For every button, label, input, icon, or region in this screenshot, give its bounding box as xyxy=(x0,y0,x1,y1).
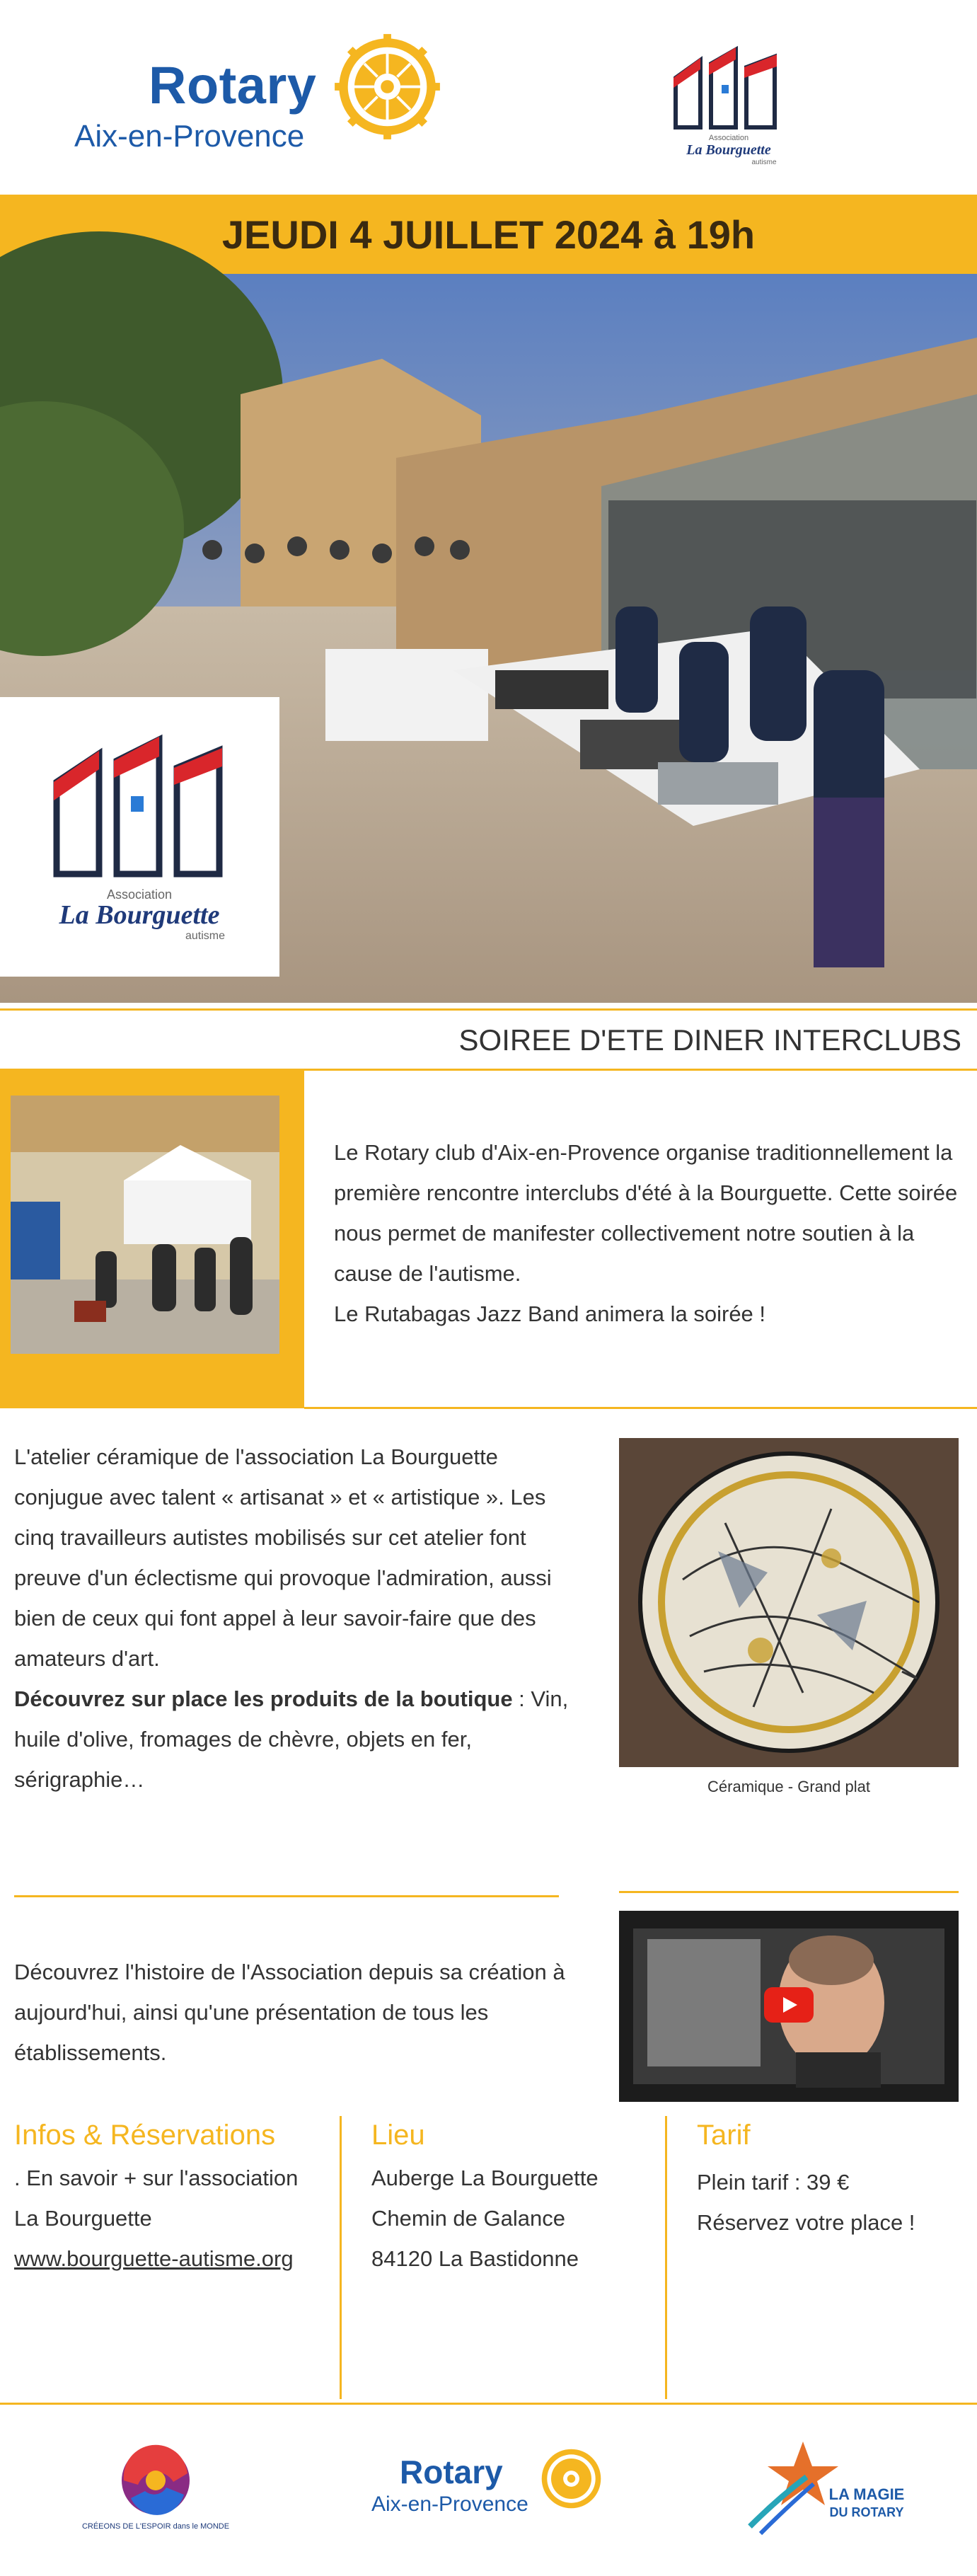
block2-paragraph: L'atelier céramique de l'association La Bourguette conjugue avec talent « artisanat » et « artistique ». Les cinq travailleurs autistes mobilisés sur cet atelier font preuve d'un éclectisme qui provoque l'admiration, aussi bien de ceux qui font appel à leur savoir-faire que des amateurs d'art. xyxy=(14,1444,552,1671)
block2-bold: Découvrez sur place les produits de la boutique xyxy=(14,1686,513,1711)
svg-text:La Bourguette: La Bourguette xyxy=(686,142,771,158)
header xyxy=(0,0,977,195)
footer-rotary-logo xyxy=(371,2442,612,2526)
ceramic-plate-photo xyxy=(619,1438,959,1767)
svg-text:autisme: autisme xyxy=(751,159,777,166)
svg-text:LA MAGIE: LA MAGIE xyxy=(828,2485,905,2503)
rotary-wheel-icon xyxy=(538,2445,605,2512)
rotary-theme-logo xyxy=(81,2438,230,2544)
bourguette-logo-card xyxy=(0,697,279,977)
block2-rest: : Vin, huile d'olive, fromages de chèvre, objets en fer, sérigraphie… xyxy=(14,1686,569,1792)
rotary-logo-subtitle: Aix-en-Provence xyxy=(74,119,305,154)
bourguette-logo xyxy=(0,697,279,977)
price-line: Plein tarif : 39 € xyxy=(697,2170,850,2195)
location-line: Chemin de Galance xyxy=(371,2206,565,2231)
bourguette-logo-top xyxy=(658,28,799,170)
svg-text:Association: Association xyxy=(708,134,749,142)
event-date: JEUDI 4 JUILLET 2024 à 19h xyxy=(221,212,756,257)
block1-text xyxy=(334,1132,960,1334)
magie-du-rotary-logo xyxy=(736,2434,906,2541)
info-column xyxy=(14,2112,325,2403)
footer-rotary-subtitle: Aix-en-Provence xyxy=(371,2492,528,2516)
column-separator xyxy=(665,2116,667,2399)
svg-text:La Bourguette: La Bourguette xyxy=(59,900,220,930)
footer-divider xyxy=(0,2403,977,2405)
footer-rotary-word: Rotary xyxy=(400,2454,503,2490)
column-separator xyxy=(340,2116,342,2399)
svg-text:CRÉEONS DE L'ESPOIR dans le MO: CRÉEONS DE L'ESPOIR dans le MONDE xyxy=(81,2522,230,2531)
svg-text:autisme: autisme xyxy=(185,930,226,942)
block3-text: Découvrez l'histoire de l'Association depuis sa création à aujourd'hui, ainsi qu'une présentation de tous les établissements. xyxy=(14,1960,565,2065)
rotary-wheel-icon xyxy=(333,32,442,142)
plate-caption: Céramique - Grand plat xyxy=(707,1778,870,1795)
reserve-line[interactable]: Réservez votre place ! xyxy=(697,2210,915,2235)
section-title-bar xyxy=(0,1008,977,1071)
svg-text:DU ROTARY: DU ROTARY xyxy=(829,2505,904,2519)
location-line: Auberge La Bourguette xyxy=(371,2166,599,2190)
video-thumbnail[interactable] xyxy=(619,1911,959,2102)
jazz-band-photo xyxy=(11,1096,279,1354)
location-line: 84120 La Bastidonne xyxy=(371,2246,579,2271)
location-heading: Lieu xyxy=(371,2120,425,2151)
price-heading: Tarif xyxy=(697,2120,751,2151)
play-icon[interactable] xyxy=(764,1987,814,2023)
svg-text:Association: Association xyxy=(106,887,173,902)
info-heading: Infos & Réservations xyxy=(14,2120,276,2151)
rotary-logo-word: Rotary xyxy=(149,56,317,115)
price-column xyxy=(697,2112,973,2403)
divider-left xyxy=(14,1895,559,1897)
location-column xyxy=(371,2112,669,2403)
block1-paragraph: Le Rotary club d'Aix-en-Provence organise traditionnellement la première rencontre interclubs d'été à la Bourguette. Cette soirée nous permet de manifester collectivement notre soutien à la cause de l'autisme. xyxy=(334,1140,958,1286)
block1-divider xyxy=(304,1407,977,1409)
block2-text xyxy=(14,1437,573,1800)
divider-right xyxy=(619,1891,959,1893)
block1-paragraph-2: Le Rutabagas Jazz Band animera la soirée ! xyxy=(334,1301,766,1326)
section-title: SOIREE D'ETE DINER INTERCLUBS xyxy=(458,1023,961,1057)
info-text: . En savoir + sur l'association La Bourguette xyxy=(14,2166,299,2231)
website-link[interactable]: www.bourguette-autisme.org xyxy=(14,2246,294,2271)
